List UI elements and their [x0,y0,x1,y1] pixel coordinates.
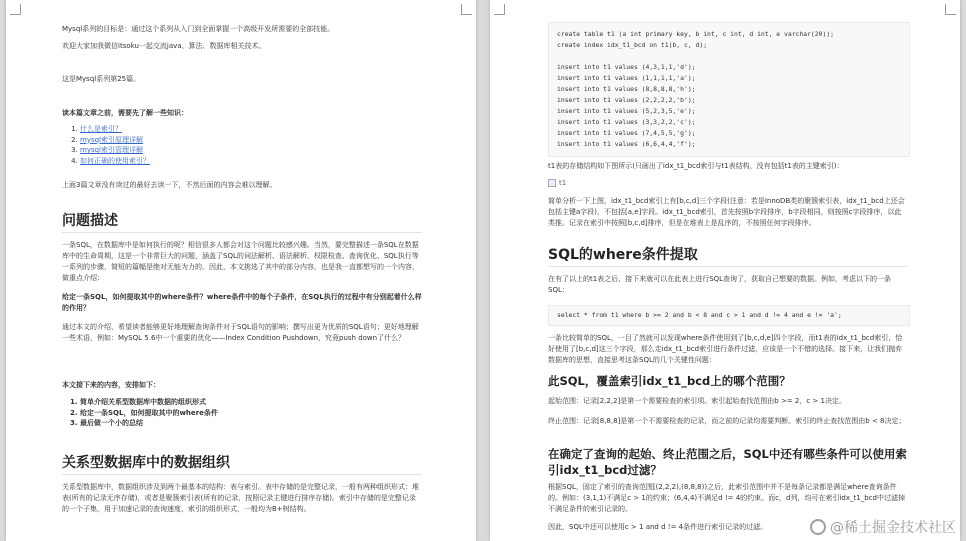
code-select-line: select * from t1 where b >= 2 and b < 8 and c > 1 and d != 4 and e != 'a'; [557,311,842,319]
prereq-title: 读本篇文章之前，需要先了解一些知识： [62,109,188,117]
intro-line-2: 欢迎大家加我微信itsoku一起交流java、算法、数据库相关技术。 [62,42,266,50]
relational-paragraph: 关系型数据库中，数据组织涉及到两个最基本的结构：表与索引。表中存储的是完整记录，一般有两种组织形式：堆表(所有的记录无序存储)，或者是聚簇索引表(所有的记录，按照记录主键进行排序存储)。索引中存储的是完整记录的一个子集，用于加速记录的查询速度，索引的组织形式，一般均为B+树结构。 [62,483,419,513]
range-start: 起始范围：记录[2,2,2]是第一个需要检查的索引项。索引起始查找范围由b >= 2，c > 1决定。 [548,397,846,405]
code-line: insert into t1 values (6,6,4,4,'f'); [557,140,696,148]
filter-paragraph: 根据SQL，固定了索引的查询范围[(2,2,2),(8,8,8))之后，此索引范围中并不是每条记录都是满足where查询条件的。例如：(3,1,1)不满足c > 1的约束；(6,4,4)不满足d != 4的约束。而c，d列，均可在索引idx_t1_bcd中过滤掉不满足条件的索引记录的。 [548,483,905,513]
code-line: insert into t1 values (3,3,2,2,'c'); [557,118,696,126]
where-paragraph: 在有了以上的t1表之后，接下来就可以在此表上进行SQL查询了，获取自己想要的数据。例如，考虑以下的一条SQL： [548,275,892,294]
list-item: 1. 简单介绍关系型数据库中数据的组织形式 [80,397,420,408]
figure-alt-text: t1 [559,179,567,187]
document-page-left [6,0,476,541]
code-line: insert into t1 values (8,8,8,8,'h'); [557,85,696,93]
list-item [80,124,420,135]
prereq-link[interactable]: mysql索引管理详解 [80,146,143,154]
watermark [810,517,956,537]
crop-mark [494,4,505,15]
analysis-paragraph: 简单分析一下上图，idx_t1_bcd索引上有[b,c,d]三个字段(注意：若是InnoDB类的聚簇索引表，idx_t1_bcd上还会包括主键a字段)，不包括[a,e]字段。idx_t1_bcd索引，首先按照b字段排序，b字段相同，则按照c字段排序，以此类推。记录在索引中按照[b,c,d]排序，但是在堆表上是乱序的，不按照任何字段排序。 [548,197,905,227]
heading-relational: 关系型数据库中的数据组织 [62,455,230,471]
list-item [80,145,420,156]
problem-paragraph-2: 通过本文的介绍，希望读者能够更好地理解查询条件对于SQL语句的影响；撰写出更为优质的SQL语句；更好地理解一些术语，例如：MySQL 5.6中一个重要的优化——Index Condition Pushdown，究竟push down了什么？ [62,323,419,342]
code-line: insert into t1 values (5,2,3,5,'e'); [557,107,696,115]
juejin-logo-icon [810,519,826,535]
crop-mark [945,4,956,15]
problem-paragraph: 一条SQL，在数据库中是如何执行的呢？相信很多人都会对这个问题比较感兴趣。当然，要完整描述一条SQL在数据库中的生命周期，这是一个非常巨大的问题，涵盖了SQL的词法解析、语法解析、权限检查、查询优化、SQL执行等一系列的步骤，简短的篇幅是绝对无能为力的。因此，本文挑选了其中的部分内容，也是我一直都想写的一个内容，做重点介绍： [62,241,419,282]
document-page-right [490,0,960,541]
storage-note: t1表的存储结构如下图所示(只画出了idx_t1_bcd索引与t1表结构，没有包括t1表的主键索引)： [548,162,844,170]
code-block-select [548,305,910,326]
heading-where: SQL的where条件提取 [548,247,698,263]
where-paragraph-2: 一条比较简单的SQL，一目了然就可以发现where条件使用到了[b,c,d,e]四个字段，而t1表的idx_t1_bcd索引，恰好使用了[b,c,d]这三个字段，那么走idx_t1_bcd索引进行条件过滤，应该是一个不错的选择。接下来，让我们抛弃数据库的思想，直接思考这条SQL的几个关键性问题： [548,334,903,364]
intro-line-1: Mysql系列的目标是：通过这个系列从入门到全面掌握一个高级开发所需要的全部技能。 [62,25,335,33]
code-line: create index idx_t1_bcd on t1(b, c, d); [557,41,708,49]
list-item [80,135,420,146]
prereq-note: 上面3篇文章没有读过的最好去读一下，不然后面的内容会难以理解。 [62,181,277,189]
list-item: 2. 给定一条SQL，如何提取其中的where条件 [80,408,420,419]
outline-title: 本文接下来的内容，安排如下： [62,381,160,389]
problem-question: 给定一条SQL，如何提取其中的where条件？where条件中的每个子条件，在SQL执行的过程中有分别起着什么样的作用？ [62,293,422,312]
code-block-create-insert [548,22,910,157]
figure-placeholder [548,177,566,189]
list-item [80,156,420,167]
crop-mark [10,4,21,15]
code-line: insert into t1 values (1,1,1,1,'a'); [557,74,696,82]
outline-list [62,397,420,429]
heading-filter: 在确定了查询的起始、终止范围之后，SQL中还有哪些条件可以使用索引idx_t1_bcd过滤？ [548,447,907,477]
list-item: 3. 最后做一个小的总结 [80,418,420,429]
heading-divider [548,266,908,267]
code-line [557,51,901,62]
broken-image-icon [548,179,556,187]
heading-problem: 问题描述 [62,213,118,229]
heading-divider [62,232,422,233]
watermark-text: @稀土掘金技术社区 [830,520,956,536]
code-line: insert into t1 values (2,2,2,2,'b'); [557,96,696,104]
code-line: create table t1 (a int primary key, b int, c int, d int, e varchar(20)); [557,30,835,38]
prereq-link[interactable]: 什么是索引？ [80,125,122,133]
range-end: 终止范围：记录[8,8,8]是第一个不需要检查的记录，而之前的记录均需要判断。索引的终止查找范围由b < 8决定； [548,417,906,425]
crop-mark [461,4,472,15]
prereq-link[interactable]: 如何正确的使用索引？ [80,156,150,165]
heading-divider [62,474,422,475]
code-line: insert into t1 values (4,3,1,1,'d'); [557,63,696,71]
series-number: 这是Mysql系列第25篇。 [62,75,141,83]
heading-range: 此SQL，覆盖索引idx_t1_bcd上的哪个范围？ [548,374,791,388]
code-line: insert into t1 values (7,4,5,5,'g'); [557,129,696,137]
filter-paragraph-2: 因此，SQL中还可以使用c > 1 and d != 4条件进行索引记录的过滤。 [548,523,768,531]
prereq-link[interactable]: mysql索引原理详解 [80,135,143,144]
prereq-list [62,124,420,166]
